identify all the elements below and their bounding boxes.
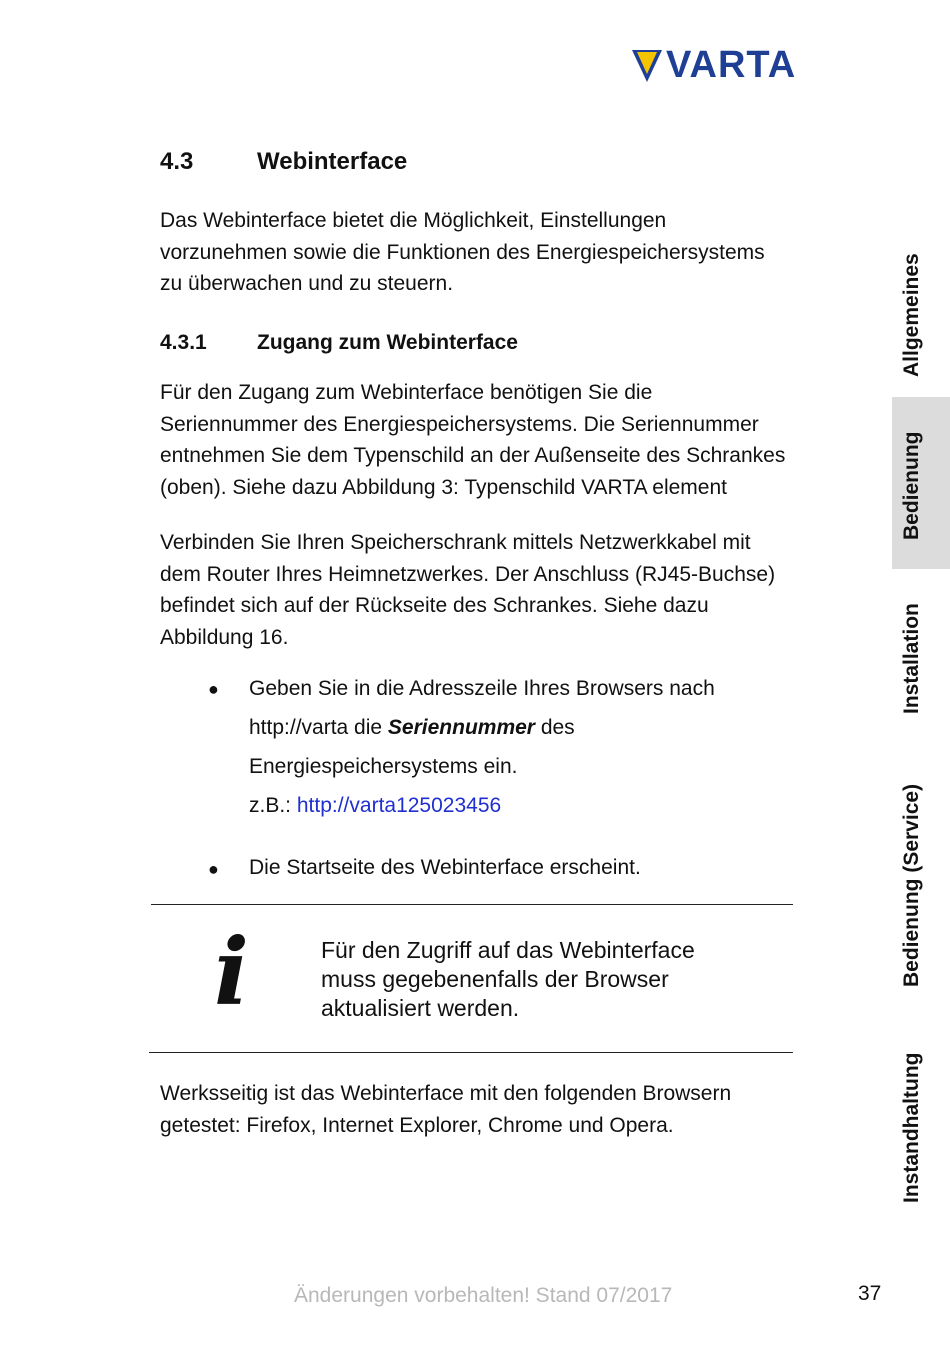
example-label: z.B.: [249, 794, 297, 817]
varta-logo [632, 44, 842, 86]
note-text [321, 936, 761, 1023]
info-icon: i [214, 918, 249, 1026]
url-suffix: des [534, 716, 575, 739]
paragraph-line: Für den Zugang zum Webinterface benötigen Sie die [160, 381, 653, 404]
browser-paragraph [160, 1078, 850, 1141]
note-top-rule [151, 904, 793, 905]
note-line: aktualisiert werden. [321, 995, 520, 1021]
page-number: 37 [858, 1282, 882, 1305]
bullet-item [249, 669, 809, 825]
side-tab-allgemeines[interactable]: Allgemeines [900, 253, 923, 377]
intro-line: zu überwachen und zu steuern. [160, 272, 454, 295]
bullet-dot: ● [208, 679, 219, 699]
bullet-dot: ● [208, 859, 219, 879]
varta-v-icon [632, 50, 662, 82]
side-tab-bedienung[interactable]: Bedienung [900, 431, 923, 540]
connection-paragraph [160, 527, 850, 653]
note-line: muss gegebenenfalls der Browser [321, 966, 669, 992]
side-tab-instandhaltung[interactable]: Instandhaltung [900, 1052, 923, 1203]
subsection-number: 4.3.1 [160, 331, 207, 354]
bullet-line: Energiespeichersystems ein. [249, 755, 518, 778]
example-link[interactable]: http://varta125023456 [296, 794, 502, 817]
paragraph-line: Seriennummer des Energiespeichersystems. Die Seriennummer [160, 412, 759, 436]
paragraph-line: (oben). Siehe dazu Abbildung 3: Typenschild VARTA element [160, 475, 727, 499]
paragraph-line: Abbildung 16. [160, 625, 289, 649]
intro-paragraph [160, 205, 850, 300]
paragraph-line: Verbinden Sie Ihren Speicherschrank mittels Netzwerkkabel mit [160, 531, 751, 554]
example-line [249, 786, 809, 825]
bullet-line [249, 708, 809, 747]
serial-number-emphasis: Seriennummer [387, 716, 535, 739]
paragraph-line: Werksseitig ist das Webinterface mit den folgenden Browsern [160, 1082, 732, 1105]
bullet-line: Geben Sie in die Adresszeile Ihres Browsers nach [249, 677, 715, 700]
intro-line: vorzunehmen sowie die Funktionen des Energiespeichersystems [160, 240, 765, 264]
logo-text: VARTA [666, 44, 797, 86]
section-title: Webinterface [257, 148, 408, 175]
paragraph-line: entnehmen Sie dem Typenschild an der Außenseite des Schrankes [160, 444, 786, 467]
access-paragraph [160, 377, 850, 503]
paragraph-line: getestet: Firefox, Internet Explorer, Chrome und Opera. [160, 1113, 674, 1137]
bullet-item: Die Startseite des Webinterface erscheint. [249, 856, 641, 879]
section-number: 4.3 [160, 148, 194, 175]
side-tab-bedienung-service[interactable]: Bedienung (Service) [900, 783, 923, 987]
side-tab-installation[interactable]: Installation [900, 603, 923, 714]
url-prefix: http://varta die [249, 716, 388, 739]
paragraph-line: dem Router Ihres Heimnetzwerkes. Der Anschluss (RJ45-Buchse) [160, 562, 776, 586]
intro-line: Das Webinterface bietet die Möglichkeit, Einstellungen [160, 209, 667, 232]
subsection-title: Zugang zum Webinterface [257, 331, 518, 354]
footer-note: Änderungen vorbehalten! Stand 07/2017 [294, 1284, 673, 1307]
note-bottom-rule [149, 1052, 793, 1053]
paragraph-line: befindet sich auf der Rückseite des Schrankes. Siehe dazu [160, 594, 709, 617]
note-line: Für den Zugriff auf das Webinterface [321, 937, 695, 963]
